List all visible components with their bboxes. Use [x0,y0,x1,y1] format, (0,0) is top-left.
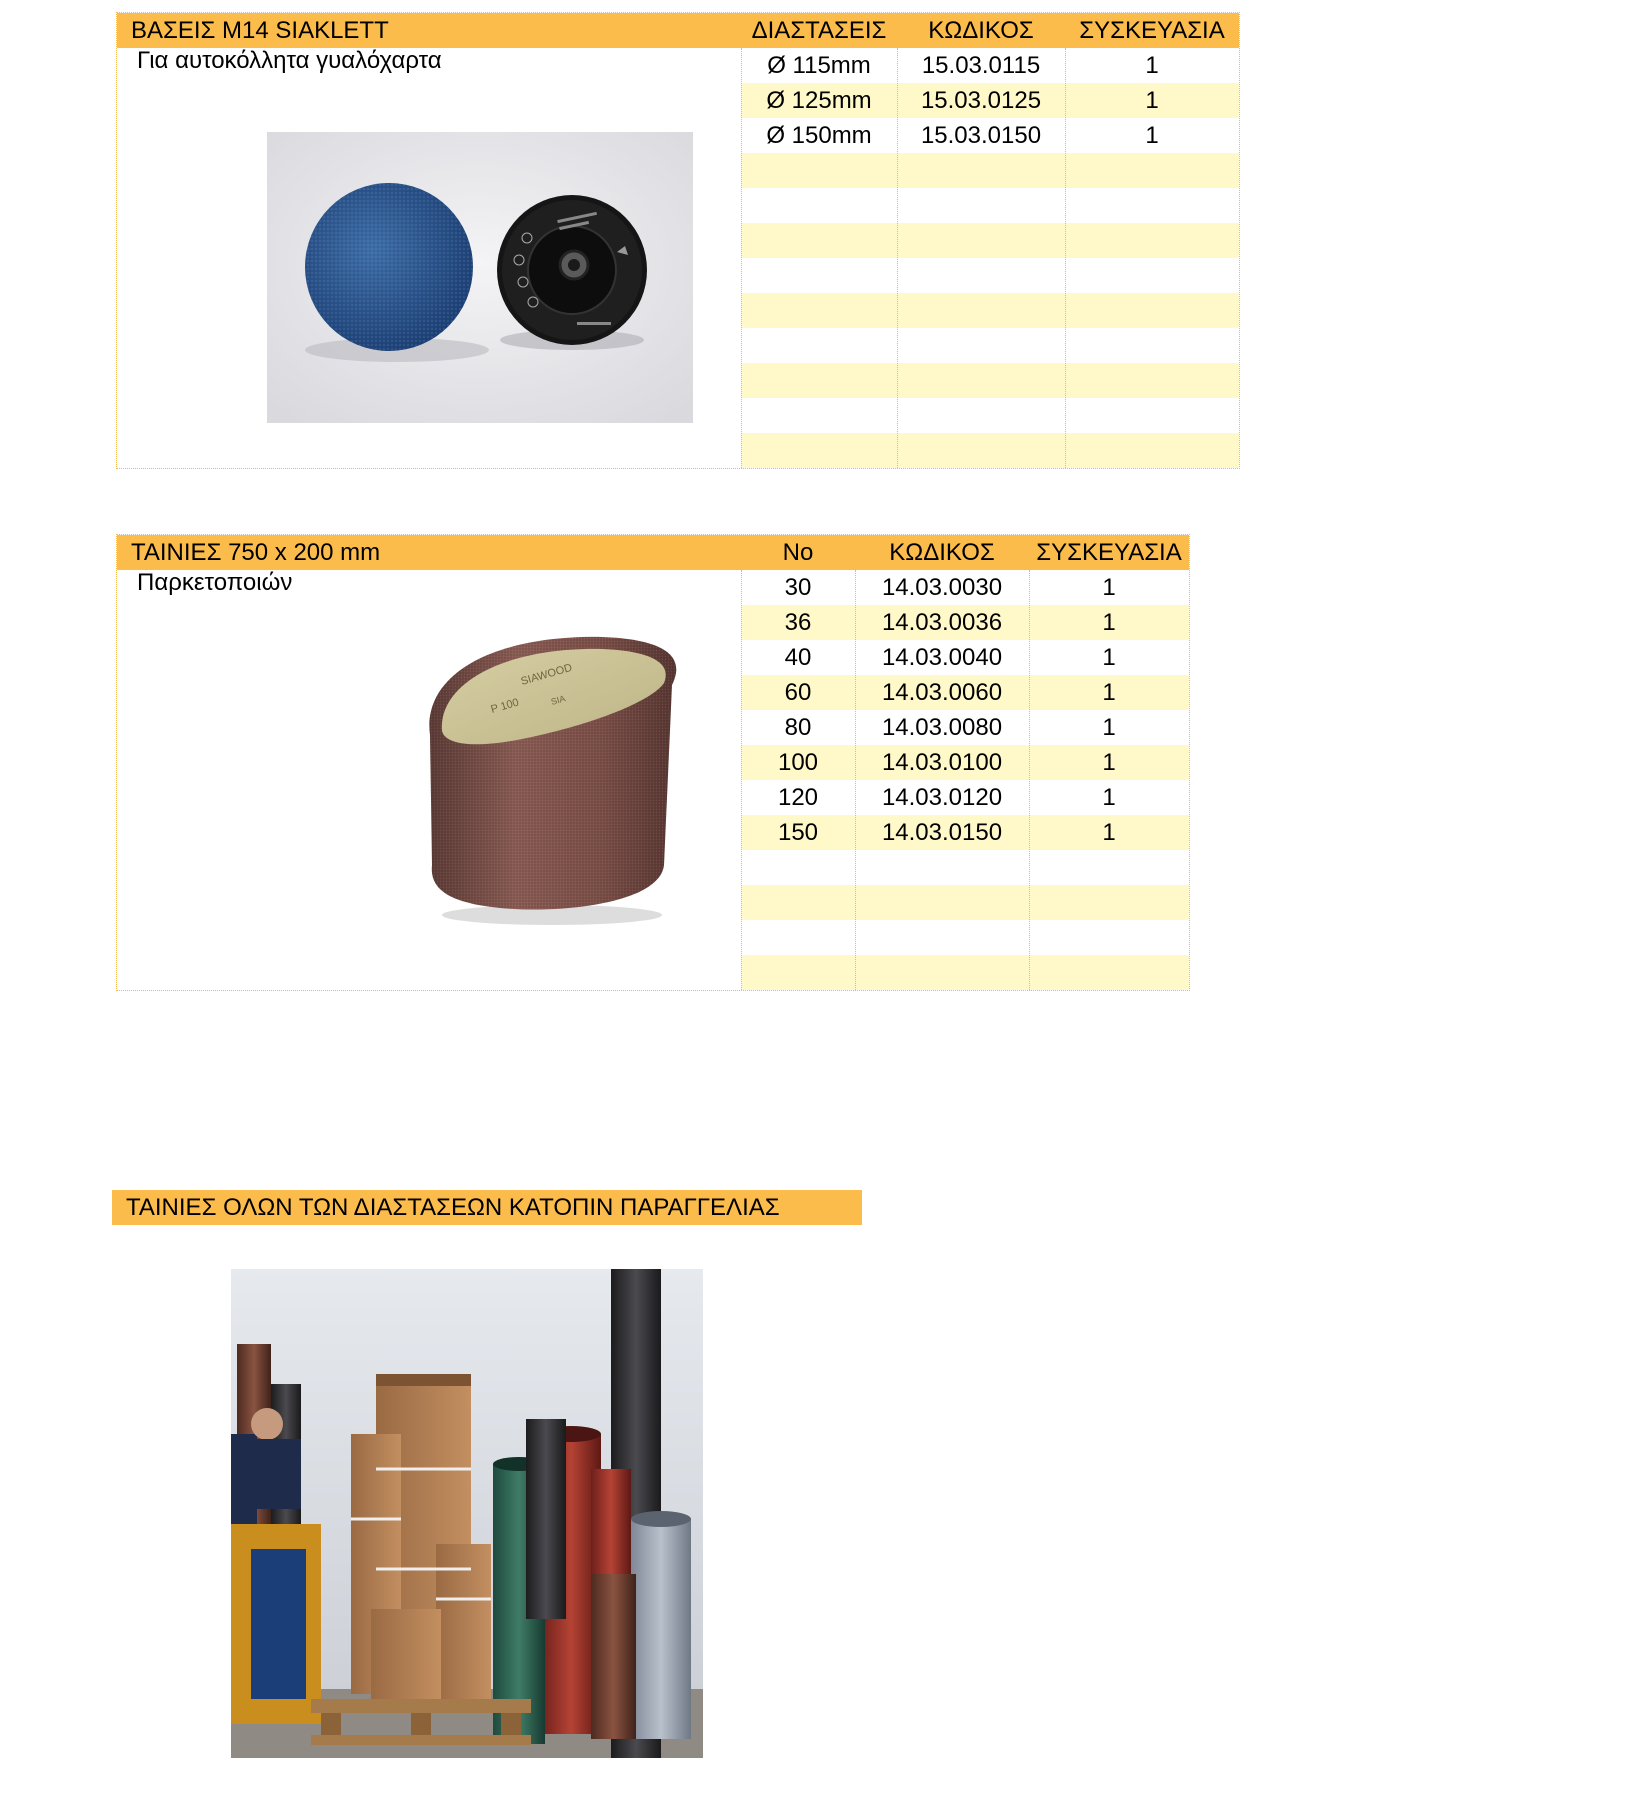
table-row [741,48,1239,83]
column-divider [855,570,856,990]
table-title: ΤΑΙΝΙΕΣ 750 x 200 mm [131,539,381,566]
code-cell: 14.03.0080 [881,714,1003,741]
table-row [741,780,1189,815]
grit-cell: 150 [777,819,819,846]
code-cell: 14.03.0120 [881,784,1003,811]
packaging-cell: 1 [1102,784,1116,811]
empty-row [741,363,1239,398]
column-header-grit-no: No [782,539,814,566]
packaging-cell: 1 [1102,749,1116,776]
packaging-cell: 1 [1145,52,1159,79]
grit-cell: 40 [784,644,812,671]
svg-text:SIAWOOD: SIAWOOD [519,661,574,688]
column-header-dimensions: ΔΙΑΣΤΑΣΕΙΣ [751,17,887,44]
product-image-sanding-belt [402,615,692,935]
dimension-cell: Ø 150mm [766,122,872,149]
packaging-cell: 1 [1102,679,1116,706]
grit-cell: 100 [777,749,819,776]
code-cell: 14.03.0060 [881,679,1003,706]
table-row [741,83,1239,118]
empty-row [741,188,1239,223]
table-row [741,640,1189,675]
empty-row [741,850,1189,885]
dimension-cell: Ø 125mm [766,87,872,114]
table-row [741,815,1189,850]
section-title: ΤΑΙΝΙΕΣ ΟΛΩΝ ΤΩΝ ΔΙΑΣΤΑΣΕΩΝ ΚΑΤΟΠΙΝ ΠΑΡΑΓΓΕΛΙΑΣ [126,1194,780,1221]
code-cell: 14.03.0040 [881,644,1003,671]
code-cell: 15.03.0115 [921,52,1041,79]
table-row [741,570,1189,605]
column-header-code: ΚΩΔΙΚΟΣ [928,17,1034,44]
table-subtitle: Παρκετοποιών [137,569,293,596]
code-cell: 15.03.0125 [920,87,1042,114]
grit-cell: 36 [784,609,812,636]
empty-row [741,223,1239,258]
packaging-cell: 1 [1145,87,1159,114]
column-divider [741,48,742,468]
table-row [741,118,1239,153]
table-row [741,605,1189,640]
table-row [741,745,1189,780]
packaging-cell: 1 [1102,609,1116,636]
product-image-backing-pads [267,132,693,423]
dimension-cell: Ø 115mm [767,52,871,79]
svg-text:P 100: P 100 [489,696,521,716]
column-header-packaging: ΣΥΣΚΕΥΑΣΙΑ [1036,539,1182,566]
table-row [741,675,1189,710]
column-header-code: ΚΩΔΙΚΟΣ [889,539,995,566]
empty-row [741,433,1239,468]
packaging-cell: 1 [1102,714,1116,741]
packaging-cell: 1 [1102,819,1116,846]
column-divider [741,570,742,990]
table-body [741,48,1239,468]
grit-cell: 30 [784,574,812,601]
empty-row [741,293,1239,328]
empty-row [741,920,1189,955]
code-cell: 15.03.0150 [920,122,1042,149]
empty-row [741,955,1189,990]
table-subtitle: Για αυτοκόλλητα γυαλόχαρτα [137,47,442,74]
table-siaklett [116,12,1240,469]
code-cell: 14.03.0030 [881,574,1003,601]
svg-text:SIA: SIA [549,693,567,707]
empty-row [741,153,1239,188]
empty-row [741,258,1239,293]
packaging-cell: 1 [1102,644,1116,671]
column-divider [1029,570,1030,990]
table-title: ΒΑΣΕΙΣ Μ14 SIAKLETT [131,17,389,44]
empty-row [741,885,1189,920]
empty-row [741,398,1239,433]
table-row [741,710,1189,745]
table-body [741,570,1189,990]
packaging-cell: 1 [1145,122,1159,149]
grit-cell: 60 [784,679,812,706]
column-divider [897,48,898,468]
empty-row [741,328,1239,363]
section-custom-belts-header [112,1190,862,1225]
warehouse-photo-abrasive-rolls [231,1269,703,1758]
column-divider [1065,48,1066,468]
grit-cell: 120 [777,784,819,811]
grit-cell: 80 [784,714,812,741]
code-cell: 14.03.0100 [881,749,1003,776]
table-belts-750x200 [116,534,1190,991]
code-cell: 14.03.0150 [881,819,1003,846]
column-header-packaging: ΣΥΣΚΕΥΑΣΙΑ [1079,17,1225,44]
code-cell: 14.03.0036 [881,609,1003,636]
packaging-cell: 1 [1102,574,1116,601]
